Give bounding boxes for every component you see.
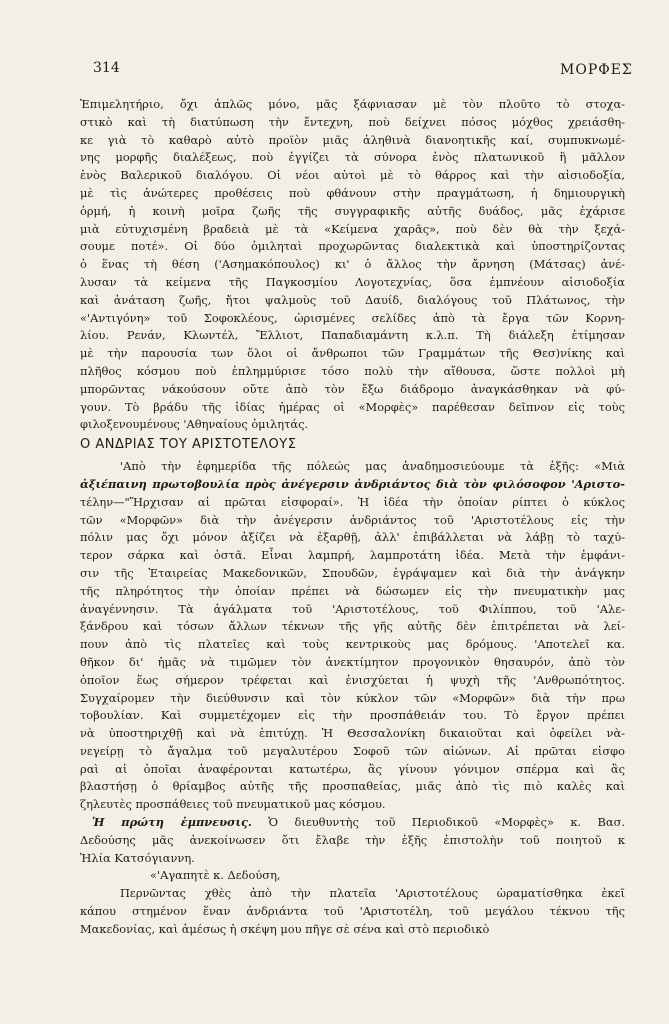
line-text: Ὁ διευθυντὴς τοῦ Περιοδικοῦ «Μορφὲς» κ. Βασ. (251, 815, 625, 830)
text-line: τῆς πληρότητος τὴν ὁποίαν πρέπει νὰ δώσωμεν εἰς τὴν πνευματικὴν μας (80, 583, 625, 598)
page-number: 314 (93, 60, 120, 76)
lead-in-phrase: Ἡ πρώτη ἐμπνευσις. (92, 815, 252, 830)
text-line: νης μορφῆς διαλέξεως, ποὺ ἐγγίζει τὰ σύνορα ἑνὸς πλατωνικοῦ ἢ μᾶλλον (80, 150, 625, 165)
paragraph-first-inspiration (80, 814, 625, 867)
text-line: σουμε ποτέ». Οἱ δύο ὁμιληταὶ προχωρῶντας διαλεκτικὰ καὶ ὑποστηρίζοντας (80, 239, 625, 254)
text-line: φιλοξενουμένους 'Αθηναίους ὁμιλητάς. (80, 417, 309, 432)
paragraph-letter-body (80, 885, 625, 938)
text-line: πουν ἀπὸ τὶς πλατεῖες καὶ τοὺς κεντρικοὺς μας δρόμους. 'Αποτελεῖ κα. (80, 637, 625, 652)
text-line: γουν. Τὸ βράδυ τῆς ἰδίας ἡμέρας οἱ «Μορφὲς» παρέθεσαν δεῖπνον εἰς τοὺς (80, 399, 625, 414)
paragraph-newspaper-quote (80, 458, 625, 814)
text-line: λίου. Ρενάν, Κλωντέλ, Ἔλλιοτ, Παπαδιαμάντη κ.λ.π. Τὴ διάλεξη ἐτίμησαν (80, 328, 625, 343)
text-line: μὲ τὶς ἀνώτερες προθέσεις ποὺ φθάνουν στὴν πραγμάτωση, ἡ δημιουργικὴ (80, 185, 625, 200)
text-line (80, 850, 625, 868)
text-line: Μακεδονίας, καὶ ἀμέσως ἡ σκέψη μου πῆγε σὲ σένα καὶ στὸ περιοδικὸ (80, 921, 490, 936)
text-line: ἑνὸς Βαλερικοῦ διαλόγου. Οἱ νέοι αὐτοὶ μὲ τὸ θάρρος καὶ τὴν αἰσιοδοξία, (80, 168, 625, 183)
text-line: μπορῶντας νάκούσουν οὔτε ἀπὸ τὸν ἔξω διάδρομο ἀναγκάσθηκαν νὰ φύ- (80, 381, 625, 396)
text-line: τέλην—"Ἤρχισαν αἱ πρῶται εἰσφοραί». Ἡ ἰδέα τὴν ὁποίαν ρίπτει ὁ κύκλος (80, 494, 625, 509)
text-line: Περνῶντας χθὲς ἀπὸ τὴν πλατεῖα 'Αριστοτέλους ὡραματίσθηκα ἐκεῖ (120, 886, 625, 901)
text-line: ἀξιέπαινη πρωτοβουλία πρὸς ἀνέγερσιν ἀνδριάντος διὰ τὸν φιλόσοφον 'Αριστο- (80, 476, 625, 491)
text-line: ὁποῖον ἕως σήμερον τρέφεται καὶ ἐνισχύεται ἡ ψυχὴ τῆς 'Ανθρωπότητος. (80, 672, 625, 687)
text-line: σιν τῆς Ἑταιρείας Μακεδονικῶν, Σπουδῶν, ἐγράψαμεν καὶ διὰ τὴν ἀνάγκην (80, 565, 625, 580)
text-line: Ἐπιμελητήριο, ὄχι ἁπλῶς μόνο, μᾶς ξάφνιασαν μὲ τὸν πλοῦτο τὸ στοχα- (80, 97, 625, 111)
text-line: μὲ τὴν παρουσία των ὅλοι οἱ ἄνθρωποι τῶν Γραμμάτων τῆς Θεσ)νίκης καὶ (80, 346, 625, 361)
line-text: Ἠλία Κατσόγιαννη. (80, 850, 195, 865)
text-line: στικὸ καὶ τὴ διατύπωση τὴν ἔντεχνη, ποὺ δείχνει πόσος μόχθος χρειάσθη- (80, 114, 625, 129)
text-line (80, 814, 625, 832)
text-line: τερον σάρκα καὶ ὀστᾶ. Εἶναι λαμπρή, λαμπροτάτη ἰδέα. Μετὰ τὴν ἐμφάνι- (80, 548, 625, 563)
text-line: 'Απὸ τὴν ἐφημερίδα τῆς πόλεώς μας ἀναδημοσιεύουμε τὰ ἑξῆς: «Μιὰ (120, 459, 625, 474)
line-text: Δεδούσης μᾶς ἀνεκοίνωσεν ὅτι ἔλαβε τὴν ἑξῆς ἐπιστολὴν τοῦ ποιητοῦ κ (80, 832, 625, 847)
running-title: ΜΟΡΦΕΣ (560, 62, 633, 78)
section-heading: Ο ΑΝΔΡΙΑΣ ΤΟΥ ΑΡΙΣΤΟΤΕΛΟΥΣ (80, 437, 297, 453)
text-line: μιὰ εὐτυχισμένη βραδειὰ μὲ τὰ «Κείμενα χαρᾶς», ποὺ δὲν θὰ τὴν ξεχά- (80, 221, 625, 236)
text-line: θῆκον δι' ἡμᾶς νὰ τιμῶμεν τὸν ἀνεκτίμητον προγονικὸν θησαυρόν, ἀπὸ τὸν (80, 654, 625, 669)
text-column (80, 96, 625, 939)
text-line: ὁρμή, ἡ κοινὴ μοῖρα ζωῆς τῆς συγγραφικῆς αὐτῆς δυάδος, μᾶς ἐχάρισε (80, 203, 625, 218)
text-line: βλαστήσῃ ὁ θρίαμβος αὐτῆς τῆς προσπαθείας, μιᾶς ἀπὸ τὶς πιὸ καλὲς καὶ (80, 779, 625, 794)
text-line: κάπου στημένον ἕναν ἀνδριάντα τοῦ 'Αριστοτέλη, τοῦ μεγάλου τέκνου τῆς (80, 904, 625, 919)
text-line: Συγχαίρομεν τὴν διεύθυνσιν καὶ τὸν κύκλον τῶν «Μορφῶν» διὰ τὴν πρω (80, 690, 625, 705)
text-line (80, 832, 625, 850)
text-line: ὁ ἕνας τὴ θέση ('Ασημακόπουλος) κι' ὁ ἄλλος τὴν ἄρνηση (Μάτσας) ἀνέ- (80, 257, 625, 272)
letter-salutation: «'Αγαπητὲ κ. Δεδούση, (150, 868, 281, 883)
text-line: ξάνδρου καὶ τόσων ἄλλων τέκνων τῆς γῆς αὐτῆς δὲν ἐπιτρέπεται νὰ λεί- (80, 619, 625, 634)
paragraph-event-report (80, 96, 625, 434)
text-line: τοβουλίαν. Καὶ συμμετέχομεν εἰς τὴν προσπάθειάν του. Τὸ ἔργον πρέπει (80, 708, 625, 723)
text-line: νεγείρῃ τὸ ἄγαλμα τοῦ μεγαλυτέρου Σοφοῦ τῶν αἰώνων. Αἱ πρῶται εἰσφο (80, 743, 625, 758)
text-line: κε γιὰ τὸ καθαρὸ αὐτὸ προϊὸν μιᾶς ἀληθινὰ διανοητικῆς καί, συμπυκνωμέ- (80, 132, 625, 147)
text-line: ἀναγέννησιν. Τὰ ἀγάλματα τοῦ 'Αριστοτέλους, τοῦ Φιλίππου, τοῦ 'Αλε- (80, 601, 625, 616)
text-line: πλῆθος κόσμου ποὺ ἐπλημμύρισε τόσο πολὺ τὴν αἴθουσα, ὥστε πολλοὶ μὴ (80, 363, 625, 378)
text-line: «'Αντιγόνη» τοῦ Σοφοκλέους, ὡρισμένες σελίδες ἀπὸ τὰ ἔργα τῶν Κορνη- (80, 310, 625, 325)
text-line: νὰ ὑποστηριχθῇ καὶ νὰ ἐπιτύχῃ. Ἡ Θεσσαλονίκη δικαιοῦται καὶ ὀφείλει νὰ- (80, 726, 625, 741)
text-line: καὶ ἀνάταση ζωῆς, ἤτοι ψαλμοὺς τοῦ Δαυίδ, διαλόγους τοῦ Πλάτωνος, τὴν (80, 292, 625, 307)
text-line: ραὶ αἱ ὁποῖαι ἀναφέρονται κατωτέρω, ἂς γίνουν γόνιμον σπέρμα καὶ ἂς (80, 761, 625, 776)
text-line: τῶν «Μορφῶν» διὰ τὴν ἀνέγερσιν ἀνδριάντος τοῦ 'Αριστοτέλους εἰς τὴν (80, 512, 625, 527)
text-line: πόλιν μας ὄχι μόνον ἀξίζει νὰ ἐξαρθῇ, ἀλλ' ἐπιβάλλεται νὰ λάβῃ τὸ ταχύ- (80, 530, 625, 545)
text-line: λυσαν τὰ κείμενα τῆς Παγκοσμίου Λογοτεχνίας, ὅσα ἐμπνέουν αἰσιοδοξία (80, 274, 625, 289)
text-line: ζηλευτὲς προσπάθειες τοῦ πνευματικοῦ μας κόσμου. (80, 797, 386, 812)
